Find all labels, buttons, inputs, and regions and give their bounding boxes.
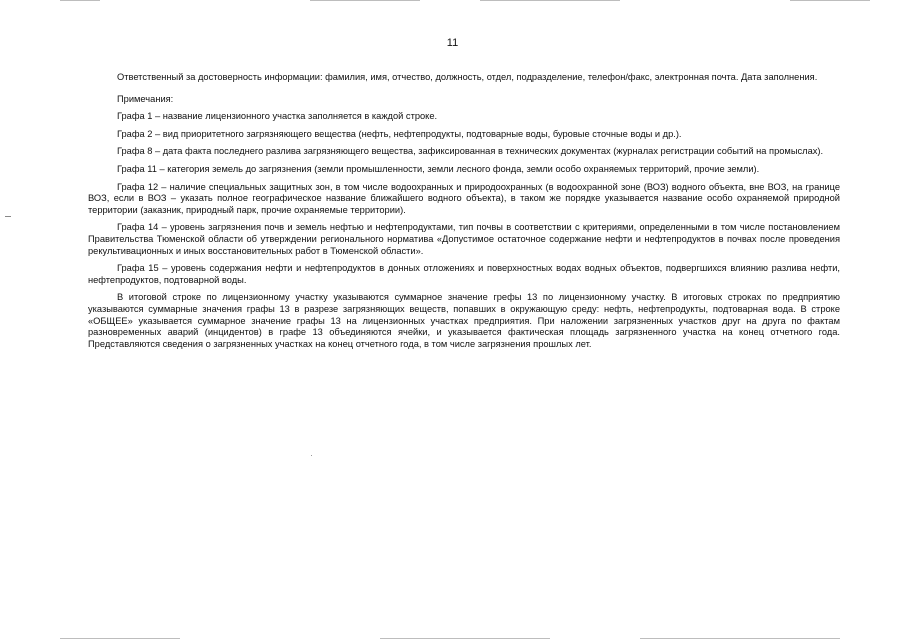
note-paragraph: Графа 8 – дата факта последнего разлива загрязняющего вещества, зафиксированная в технических документах (журналах регистрации событий на промыслах). (117, 146, 824, 157)
scan-edge-line (60, 0, 100, 1)
summary-paragraph: В итоговой строке по лицензионному участку указываются суммарное значение грефы 13 по лицензионному участку. В итоговых строках по предприятию указываются суммарные значения графы 13 в разрезе загрязняющих веществ, попавших в окружающую среду: нефть, нефтепродукты, подтоварная вода. В строке «ОБЩЕЕ» указывается суммарное значение графы 13 на лицензионных участках предприятия. При наложении загрязненных участков друг на друга по фактам разновременных аварий (инцидентов) в графе 13 объединяются ячейки, и указывается фактическая площадь загрязненного участка на конец отчетного года. Представляются сведения о загрязненных участках на конец отчетного года, в том числе загрязнения прошлых лет. (88, 292, 840, 349)
responsible-info: Ответственный за достоверность информации: фамилия, имя, отчество, должность, отдел, подразделение, телефон/факс, электронная почта. Дата заполнения. (117, 72, 818, 82)
scan-edge-line (640, 638, 840, 639)
note-paragraph: Графа 14 – уровень загрязнения почв и земель нефтью и нефтепродуктами, тип почвы в соответствии с критериями, определенными в том числе постановлением Правительства Тюменской области об утверждении регионального норматива «Допустимое остаточное содержание нефти и нефтепродуктов в почвах после проведения рекультивационных и иных восстановительных работ в Тюменской области». (88, 222, 840, 256)
scan-edge-line (380, 638, 550, 639)
note-paragraph: Графа 2 – вид приоритетного загрязняющего вещества (нефть, нефтепродукты, подтоварные воды, буровые сточные воды и др.). (117, 128, 682, 139)
scan-edge-line (310, 0, 420, 1)
margin-mark (5, 216, 11, 217)
document-body (88, 72, 840, 356)
note-paragraph: Графа 12 – наличие специальных защитных зон, в том числе водоохранных и природоохранных (в водоохранной зоне (ВОЗ) водного объекта, вне ВОЗ, на границе ВОЗ, если в ВОЗ – указать полное географическое название ближайшего водного объекта), в таком же порядке указывается название особо охраняемой природной территории (заказник, природный парк, прочие охраняемые территории). (88, 181, 840, 215)
scan-edge-line (790, 0, 870, 1)
page-number: 11 (446, 37, 459, 49)
note-paragraph: Графа 11 – категория земель до загрязнения (земли промышленности, земли лесного фонда, земли особо охраняемых территорий, прочие земли). (117, 163, 760, 174)
scan-edge-line (480, 0, 620, 1)
scan-speck (311, 455, 312, 456)
note-paragraph: Графа 1 – название лицензионного участка заполняется в каждой строке. (117, 111, 438, 122)
notes-heading: Примечания: (117, 93, 174, 104)
note-paragraph: Графа 15 – уровень содержания нефти и нефтепродуктов в донных отложениях и поверхностных водах водных объектов, подвергшихся влиянию разлива нефти, нефтепродуктов, подтоварной воды. (88, 263, 840, 285)
scan-edge-line (60, 638, 180, 639)
